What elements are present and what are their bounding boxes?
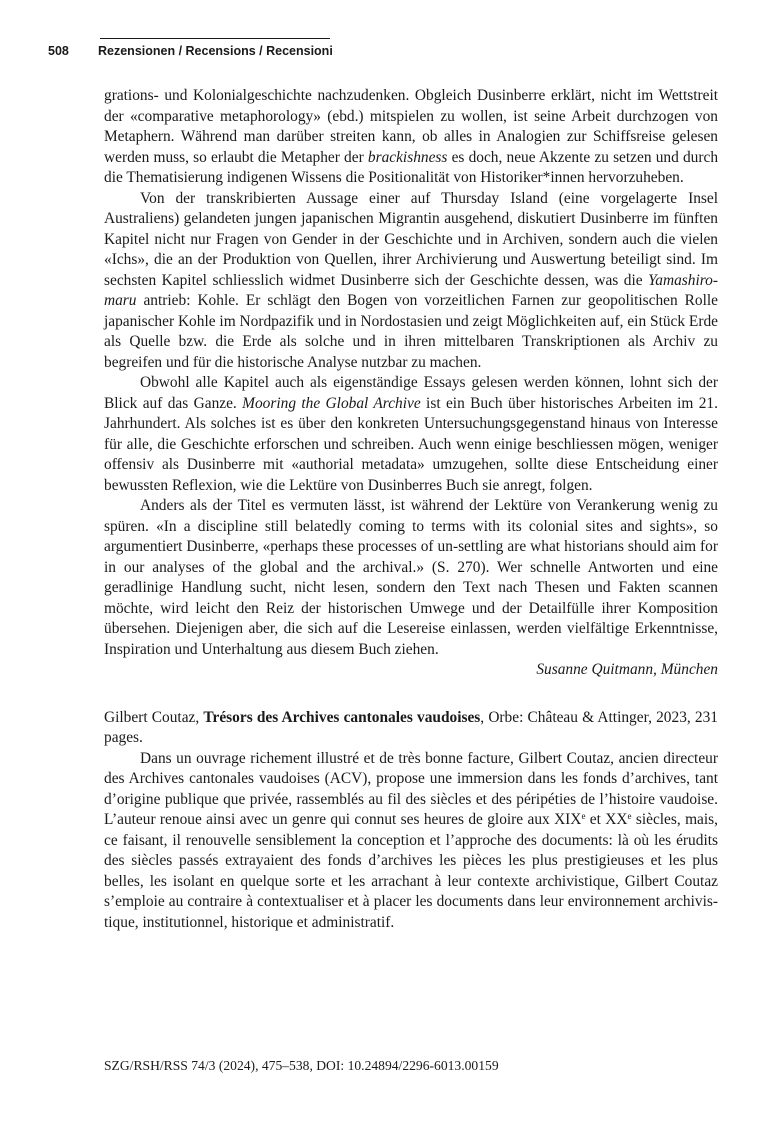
italic-text: brackishness: [367, 148, 448, 166]
page-number: 508: [48, 44, 69, 58]
review2-paragraph-1: [104, 749, 718, 934]
review1-paragraph-4: [104, 496, 718, 660]
running-header: [48, 44, 332, 58]
italic-text: Mooring the Global Archive: [242, 394, 421, 412]
review1-paragraph-3: [104, 373, 718, 496]
italic-text: Yamashiro-maru: [104, 271, 718, 309]
text-run: siècles, mais, ce faisant, il renouvelle sensiblement la conception et l’approche des documents: là où les érudits des siècles passés extrayaient des fonds d’archives les pièces les plus prestigieuses et les plus belles, les isolant en quelque sorte et les arrachant à leur contexte archivistique, Gilbert Coutaz s’emploie au contraire à contextualiser et à placer les documents dans leur environnement archivistique, institutionnel, historique et administratif.: [104, 811, 718, 931]
text-run: Obwohl alle Kapitel auch als eigenständige Essays gelesen werden können, lohnt sich der Blick auf das Ganze.: [104, 374, 718, 412]
reviewer-signature: Susanne Quitmann, München: [536, 661, 718, 678]
bold-title: Trésors des Archives cantonales vaudoises: [203, 708, 481, 726]
text-run: Gilbert Coutaz,: [104, 708, 204, 726]
text-run: es doch, neue Akzente zu setzen und durch die Thematisierung indigenen Wissens die Positionalität von Historiker*innen hervorzuheben.: [104, 148, 719, 186]
text-run: ist ein Buch über historisches Arbeiten im 21. Jahrhundert. Als solches ist es über den konkreten Untersuchungsgegenstand hinaus von Interesse für alle, die Geschichte erforschen und schreiben. Auch wenn einige beschliessen mögen, weniger offensiv als Dusinberre mit «authorial metadata» umzugehen, sollte diese Entscheidung einer bewussten Reflexion, wie die Lektüre von Dusinberres Buch sie anregt, folgen.: [104, 394, 718, 494]
review1-paragraph-2: [104, 189, 718, 374]
text-run: antrieb: Kohle. Er schlägt den Bogen von vorzeitlichen Farnen zur geopolitischen Rolle japanischer Kohle im Nordpazifik und in Nordostasien und zeigt Möglichkeiten auf, ein Stück Erde als Quelle bzw. die Erde als solche und in ihren mittelbaren Transkriptionen als Archiv zu begreifen und für die historische Analyse nutzbar zu machen.: [104, 292, 718, 371]
review1-paragraph-1: [104, 86, 718, 189]
text-run: grations- und Kolonialgeschichte nachzudenken. Obgleich Dusinberre erklärt, nicht im Wettstreit der «comparative metaphorology» (ebd.) mitspielen zu wollen, ist seine Arbeit durchzogen von Metaphern. Während man darüber streiten kann, ob alles in Analogien zur Schiffsreise gelesen werden muss, so erlaubt die Metapher der: [104, 87, 718, 166]
journal-footer: SZG/RSH/RSS 74/3 (2024), 475–538, DOI: 10.24894/2296-6013.00159: [104, 1058, 499, 1073]
section-gap: [104, 681, 718, 708]
text-run: et XX: [585, 811, 628, 828]
text-run: , Orbe: Château & Attinger, 2023, 231 pages.: [104, 708, 718, 746]
review2-citation: [104, 708, 718, 749]
text-run: Von der transkribierten Aussage einer auf Thursday Island (eine vorgelagerte Insel Australiens) gelandeten jungen japanischen Migrantin ausgehend, diskutiert Dusinberre im fünften Kapitel nicht nur Fragen von Gender in der Geschichte und in Archiven, sondern auch die vielen «Ichs», die an der Produktion von Quellen, ihrer Archivierung und Auswertung beteiligt sind. Im sechsten Kapitel schliesslich widmet Dusinberre sich der Geschichte dessen, was die: [104, 189, 718, 289]
text-run: Anders als der Titel es vermuten lässt, ist während der Lektüre von Verankerung wenig zu spüren. «In a discipline still belatedly coming to terms with its colonial sites and sights», so argumentiert Dusinberre, «perhaps these processes of un-settling are what historians should aim for in our analyses of the global and the archival.» (S. 270). Wer schnelle Antworten und eine geradlinige Handlung sucht, nicht lesen, sondern den Text nach Thesen und Fakten scannen möchte, wird leicht den Reiz der historischen Umwege und der Detailfülle ihrer Komposition übersehen. Diejenigen aber, die sich auf die Lesereise einlassen, werden vielfältige Erkenntnisse, Inspiration und Unterhaltung aus diesem Buch ziehen.: [104, 497, 718, 658]
running-title: Rezensionen / Recensions / Recensioni: [98, 44, 333, 58]
superscript: e: [581, 811, 586, 821]
superscript: e: [627, 811, 632, 821]
article-body: [104, 86, 718, 933]
header-rule: [100, 38, 330, 39]
text-run: Dans un ouvrage richement illustré et de très bonne facture, Gilbert Coutaz, ancien directeur des Archives cantonales vaudoises (ACV), propose une immersion dans les fonds d’archives, tant d’origine publique que privée, rassemblés au fil des siècles et des péripéties de l’histoire vaudoise. L’auteur renoue ainsi avec un genre qui connut ses heures de gloire aux XIX: [104, 749, 718, 828]
